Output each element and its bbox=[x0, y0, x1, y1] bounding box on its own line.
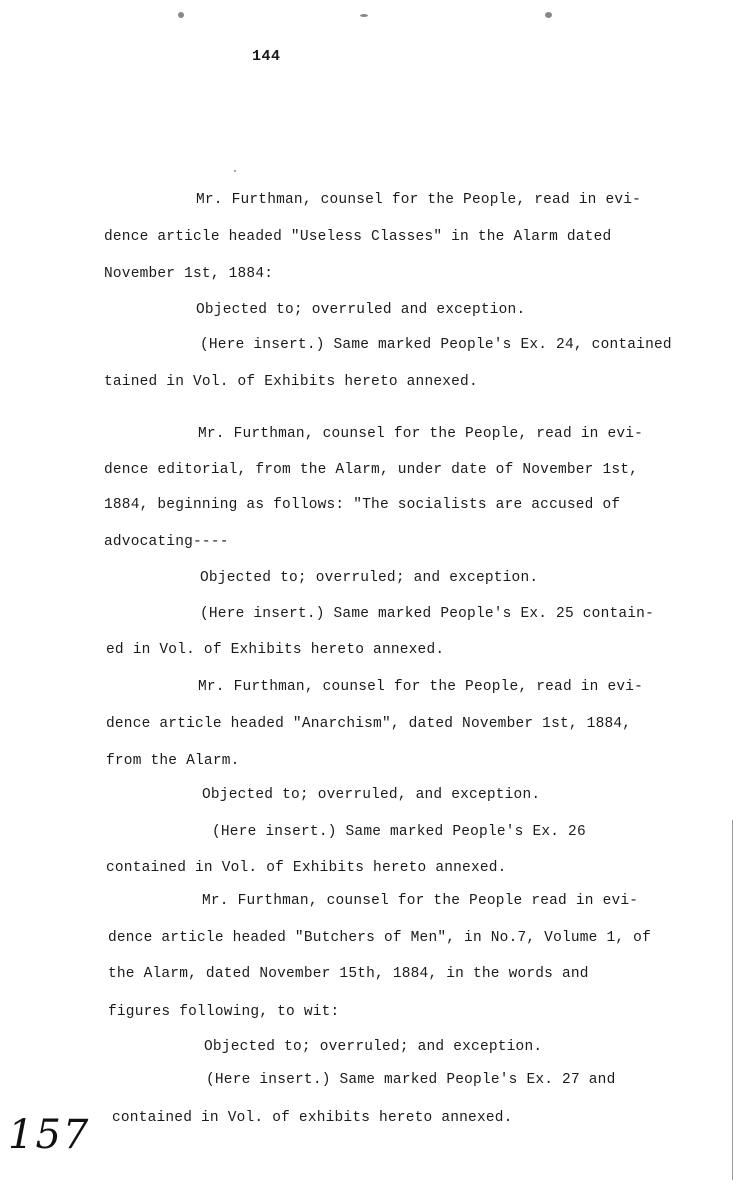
text-line: dence article headed "Butchers of Men", in No.7, Volume 1, of bbox=[108, 930, 651, 946]
text-line: (Here insert.) Same marked People's Ex. 26 bbox=[212, 824, 586, 840]
text-line: dence article headed "Useless Classes" in the Alarm dated bbox=[104, 229, 612, 245]
scan-speck bbox=[360, 14, 368, 17]
text-line: Mr. Furthman, counsel for the People read in evi- bbox=[202, 893, 639, 909]
text-line: contained in Vol. of exhibits hereto annexed. bbox=[112, 1110, 513, 1126]
text-line: ed in Vol. of Exhibits hereto annexed. bbox=[106, 642, 445, 658]
text-line: (Here insert.) Same marked People's Ex. 27 and bbox=[206, 1072, 616, 1088]
text-line: (Here insert.) Same marked People's Ex. 25 contain- bbox=[200, 606, 654, 622]
text-line: tained in Vol. of Exhibits hereto annexed. bbox=[104, 374, 478, 390]
text-line: Objected to; overruled; and exception. bbox=[200, 570, 539, 586]
text-line: November 1st, 1884: bbox=[104, 266, 274, 282]
text-line: Objected to; overruled; and exception. bbox=[204, 1039, 543, 1055]
text-line: advocating---- bbox=[104, 534, 229, 550]
scan-edge-line bbox=[732, 820, 733, 1180]
scan-speck bbox=[545, 12, 552, 18]
scan-speck bbox=[234, 170, 236, 172]
text-line: Objected to; overruled, and exception. bbox=[202, 787, 541, 803]
text-line: Mr. Furthman, counsel for the People, read in evi- bbox=[196, 192, 642, 208]
page-number: 144 bbox=[252, 48, 281, 65]
text-line: 1884, beginning as follows: "The socialists are accused of bbox=[104, 497, 621, 513]
text-line: (Here insert.) Same marked People's Ex. 24, contained bbox=[200, 337, 672, 353]
scan-speck bbox=[178, 12, 184, 18]
text-line: Mr. Furthman, counsel for the People, read in evi- bbox=[198, 679, 644, 695]
text-line: Objected to; overruled and exception. bbox=[196, 302, 526, 318]
text-line: Mr. Furthman, counsel for the People, read in evi- bbox=[198, 426, 644, 442]
text-line: the Alarm, dated November 15th, 1884, in the words and bbox=[108, 966, 589, 982]
text-line: contained in Vol. of Exhibits hereto annexed. bbox=[106, 860, 507, 876]
text-line: dence article headed "Anarchism", dated November 1st, 1884, bbox=[106, 716, 632, 732]
text-line: dence editorial, from the Alarm, under date of November 1st, bbox=[104, 462, 639, 478]
text-line: from the Alarm. bbox=[106, 753, 240, 769]
handwritten-page-note: 157 bbox=[8, 1112, 91, 1158]
text-line: figures following, to wit: bbox=[108, 1004, 340, 1020]
